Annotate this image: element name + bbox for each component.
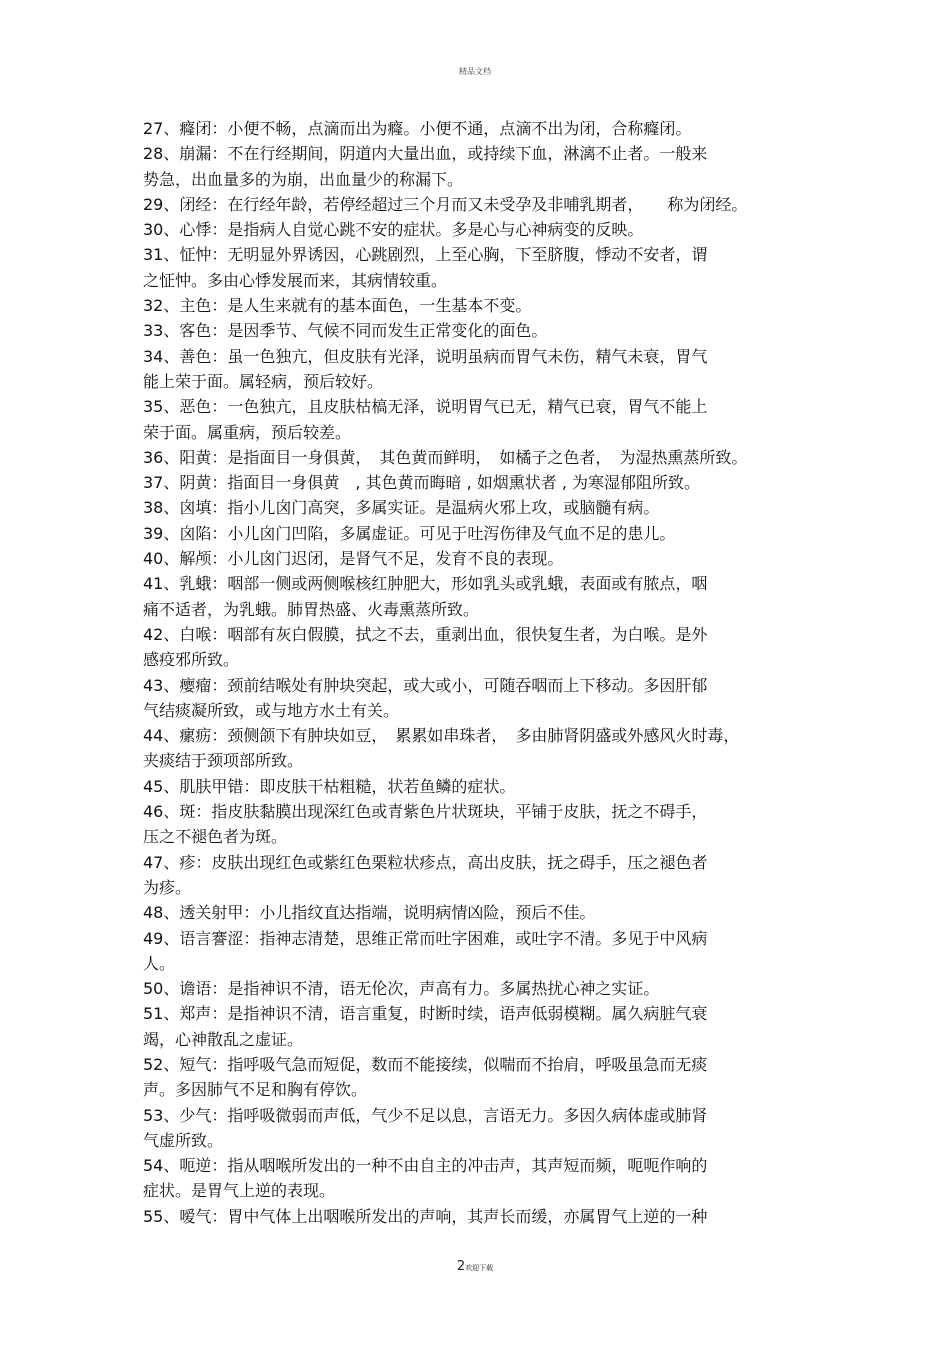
text-line: 28、崩漏：不在行经期间，阴道内大量出血，或持续下血，淋漓不止者。一般来 (143, 144, 708, 164)
text-line: 压之不褪色者为斑。 (143, 827, 288, 847)
text-line: 能上荣于面。属轻病，预后较好。 (143, 371, 384, 391)
text-line: 之怔忡。多由心悸发展而来，其病情较重。 (143, 270, 448, 290)
page-footer (0, 1259, 950, 1274)
text-line: 40、解颅：小儿囟门迟闭，是肾气不足，发育不良的表现。 (143, 549, 564, 569)
text-line: 34、善色：虽一色独亢，但皮肤有光泽，说明虽病而胃气未伤，精气未衰，胃气 (143, 346, 708, 366)
text-line: 41、乳蛾：咽部一侧或两侧喉核红肿肥大，形如乳头或乳蛾，表面或有脓点，咽 (143, 574, 708, 594)
text-line: 43、瘿瘤：颈前结喉处有肿块突起，或大或小，可随吞咽而上下移动。多因肝郁 (143, 675, 708, 695)
page-number: 2 (456, 1259, 466, 1274)
text-line: 52、短气：指呼吸气急而短促，数而不能接续，似喘而不抬肩，呼吸虽急而无痰 (143, 1054, 708, 1074)
text-line: 37、阴黄：指面目一身俱黄 , 其色黄而晦暗 , 如烟熏状者 , 为寒湿郁阻所致。 (143, 473, 701, 493)
text-line: 夹痰结于颈项部所致。 (143, 751, 304, 771)
text-line: 51、郑声：是指神识不清，语言重复，时断时续，语声低弱模糊。属久病脏气衰 (143, 1004, 708, 1024)
text-line: 36、阳黄：是指面目一身俱黄， 其色黄而鲜明， 如橘子之色者， 为湿热熏蒸所致。 (143, 447, 748, 467)
text-line: 声。多因肺气不足和胸有停饮。 (143, 1080, 368, 1100)
text-line: 47、疹：皮肤出现红色或紫红色栗粒状疹点，高出皮肤，抚之碍手，压之褪色者 (143, 852, 708, 872)
text-line: 54、呃逆：指从咽喉所发出的一种不由自主的冲击声，其声短而频，呃呃作响的 (143, 1156, 708, 1176)
text-line: 气虚所致。 (143, 1130, 224, 1150)
text-line: 50、谵语：是指神识不清，语无伦次，声高有力。多属热扰心神之实证。 (143, 979, 660, 999)
text-line: 29、闭经：在行经年龄，若停经超过三个月而又未受孕及非哺乳期者， 称为闭经。 (143, 194, 748, 214)
text-line: 49、语言謇涩：指神志清楚，思维正常而吐字困难，或吐字不清。多见于中风病 (143, 928, 708, 948)
document-body (143, 116, 833, 1229)
text-line: 44、瘰疬：颈侧颌下有肿块如豆， 累累如串珠者， 多由肺肾阴盛或外感风火时毒， (143, 726, 740, 746)
text-line: 为疹。 (143, 877, 192, 897)
text-line: 33、客色：是因季节、气候不同而发生正常变化的面色。 (143, 321, 548, 341)
text-line: 32、主色：是人生来就有的基本面色，一生基本不变。 (143, 296, 532, 316)
text-line: 痛不适者，为乳蛾。肺胃热盛、火毒熏蒸所致。 (143, 599, 480, 619)
text-line: 27、癃闭：小便不畅，点滴而出为癃。小便不通，点滴不出为闭，合称癃闭。 (143, 119, 692, 138)
text-line: 人。 (143, 953, 176, 973)
text-line: 48、透关射甲：小儿指纹直达指端，说明病情凶险，预后不佳。 (143, 903, 596, 923)
footer-text: 欢迎下载 (465, 1264, 494, 1272)
text-line: 气结痰凝所致，或与地方水土有关。 (143, 700, 400, 720)
text-line: 感疫邪所致。 (143, 650, 240, 670)
text-line: 症状。是胃气上逆的表现。 (143, 1181, 336, 1201)
text-line: 30、心悸：是指病人自觉心跳不安的症状。多是心与心神病变的反映。 (143, 220, 644, 240)
text-line: 31、怔忡：无明显外界诱因，心跳剧烈，上至心胸，下至脐腹，悸动不安者，谓 (143, 245, 708, 265)
text-line: 39、囟陷：小儿囟门凹陷，多属虚证。可见于吐泻伤律及气血不足的患儿。 (143, 523, 676, 543)
text-line: 42、白喉：咽部有灰白假膜，拭之不去，重剥出血，很快复生者，为白喉。是外 (143, 624, 708, 644)
text-line: 势急，出血量多的为崩，出血量少的称漏下。 (143, 169, 464, 189)
text-line: 荣于面。属重病，预后较差。 (143, 422, 352, 442)
text-line: 45、肌肤甲错：即皮肤干枯粗糙，状若鱼鳞的症状。 (143, 776, 516, 796)
text-line: 38、囟填：指小儿囟门高突，多属实证。是温病火邪上攻，或脑髓有病。 (143, 498, 660, 518)
text-line: 竭，心神散乱之虚证。 (143, 1029, 304, 1049)
text-line: 53、少气：指呼吸微弱而声低，气少不足以息，言语无力。多因久病体虚或肺肾 (143, 1105, 708, 1125)
text-line: 46、斑：指皮肤黏膜出现深红色或青紫色片状斑块，平铺于皮肤，抚之不碍手， (143, 802, 708, 822)
page-header: 精品文档 (459, 67, 491, 76)
text-line: 35、恶色：一色独亢，且皮肤枯槁无泽，说明胃气已无，精气已衰，胃气不能上 (143, 397, 708, 417)
text-line: 55、嗳气：胃中气体上出咽喉所发出的声响，其声长而缓，亦属胃气上逆的一种 (143, 1206, 708, 1226)
